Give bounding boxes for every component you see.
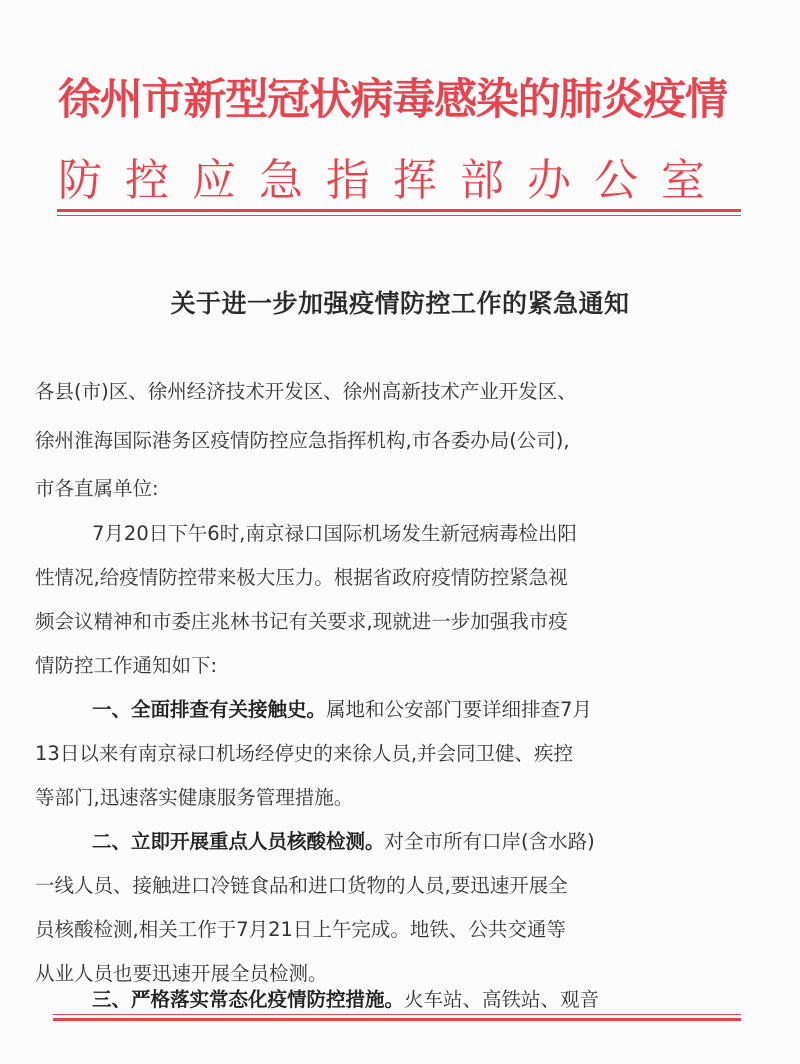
intro-line: 性情况,给疫情防控带来极大压力。根据省政府疫情防控紧急视 (35, 566, 568, 589)
section-2-line: 一线人员、接触进口冷链食品和进口货物的人员,要迅速开展全 (35, 874, 568, 897)
section-2-heading: 二、立即开展重点人员核酸检测。 (92, 830, 385, 853)
recipients-line: 各县(市)区、徐州经济技术开发区、徐州高新技术产业开发区、 (35, 380, 577, 403)
section-2-line: 从业人员也要迅速开展全员检测。 (35, 962, 328, 985)
recipients-line: 徐州淮海国际港务区疫情防控应急指挥机构,市各委办局(公司), (35, 429, 570, 452)
letterhead-divider (57, 209, 741, 216)
document-title: 关于进一步加强疫情防控工作的紧急通知 (170, 289, 630, 318)
section-2-line: 员核酸检测,相关工作于7月21日上午完成。地铁、公共交通等 (35, 918, 566, 941)
section-1-heading: 一、全面排查有关接触史。 (92, 698, 327, 721)
section-1-text: 属地和公安部门要详细排查7月 (326, 698, 592, 721)
recipients-line: 市各直属单位: (35, 477, 159, 500)
section-3-first-line (92, 984, 599, 1012)
section-1-line: 等部门,迅速落实健康服务管理措施。 (35, 786, 354, 809)
letterhead-line-2: 防控应急指挥部办公室 (58, 155, 728, 206)
section-3-text: 火车站、高铁站、观音 (404, 988, 600, 1011)
footer-divider (53, 1014, 741, 1021)
section-1-line: 13日以来有南京禄口机场经停史的来徐人员,并会同卫健、疾控 (35, 742, 574, 765)
section-2-first-line (92, 826, 595, 854)
intro-line: 频会议精神和市委庄兆林书记有关要求,现就进一步加强我市疫 (35, 610, 568, 633)
letterhead-line-1: 徐州市新型冠状病毒感染的肺炎疫情 (58, 75, 727, 125)
section-2-text: 对全市所有口岸(含水路) (384, 830, 595, 853)
intro-line: 7月20日下午6时,南京禄口国际机场发生新冠病毒检出阳 (92, 522, 577, 545)
section-3-heading: 三、严格落实常态化疫情防控措施。 (92, 988, 405, 1011)
intro-line: 情防控工作通知如下: (35, 654, 218, 677)
section-1-first-line (92, 694, 592, 722)
